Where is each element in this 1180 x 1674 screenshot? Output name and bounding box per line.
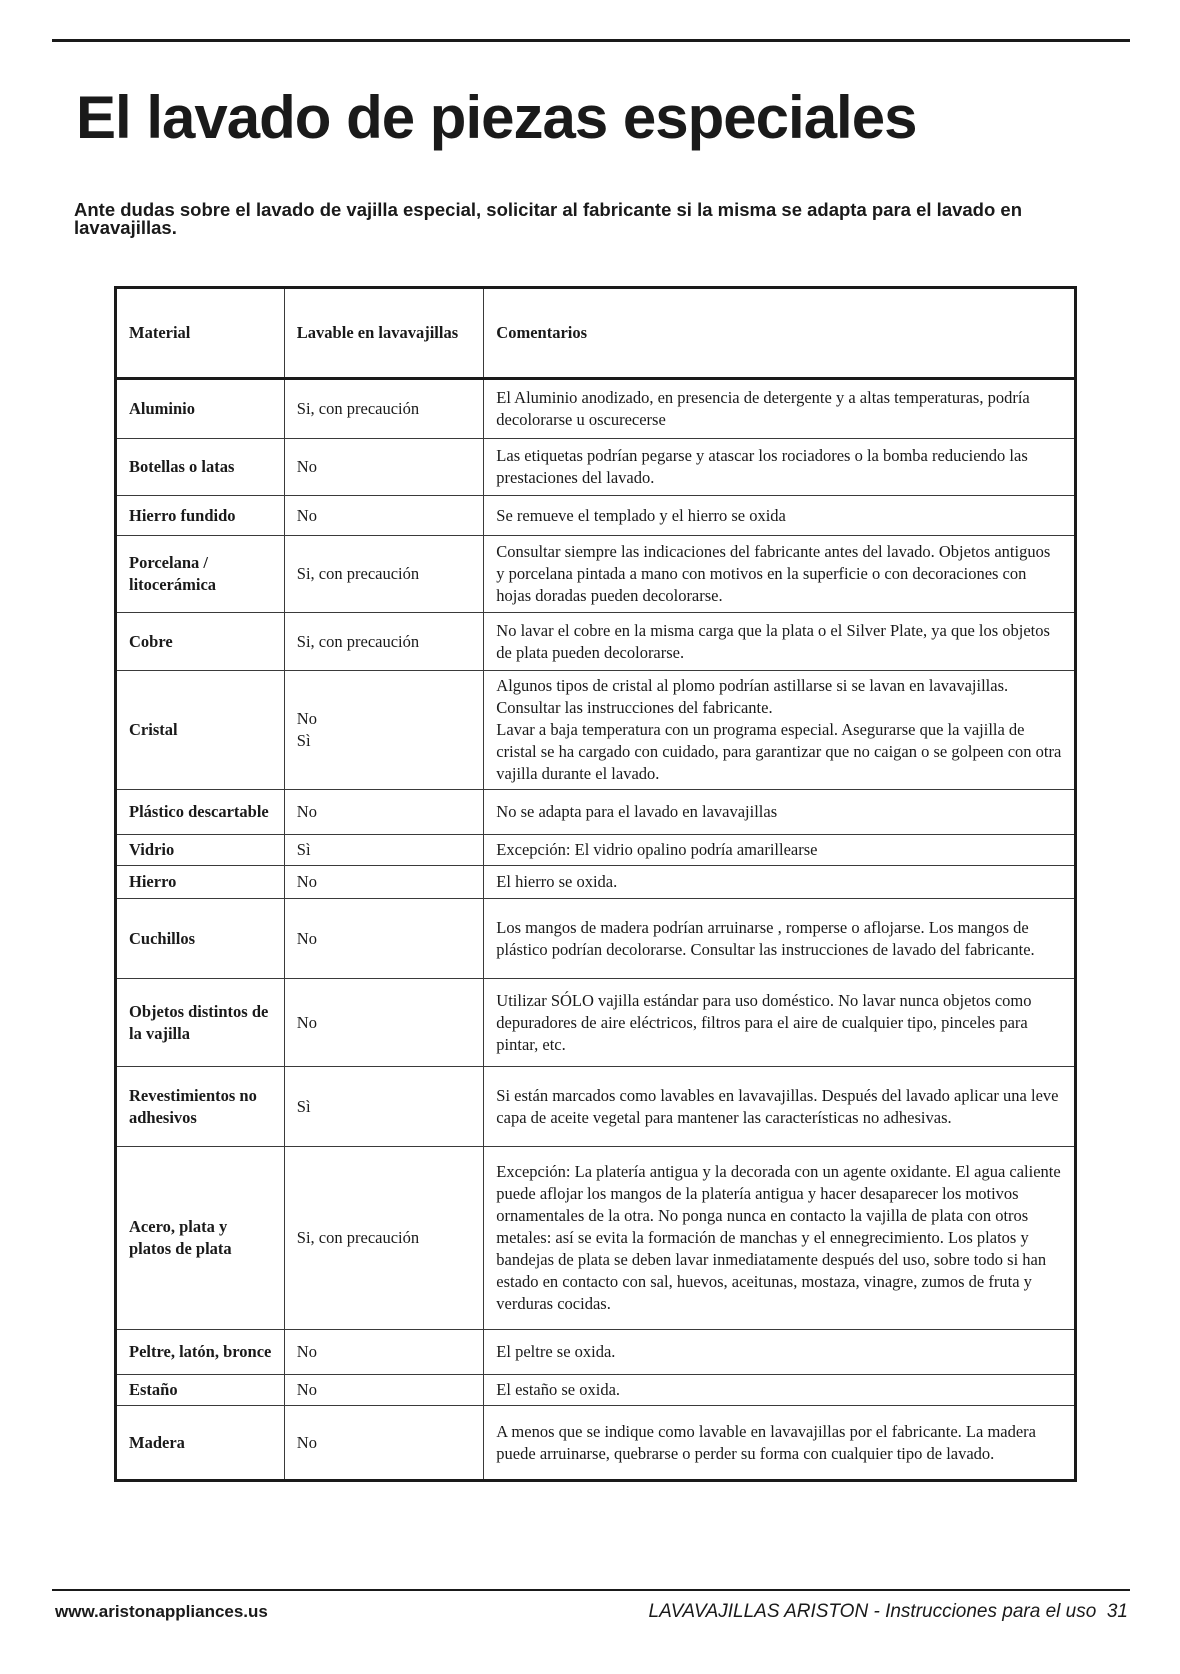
material-cell: Botellas o latas [116,439,285,496]
material-cell: Peltre, latón, bronce [116,1330,285,1375]
comment-cell: El estaño se oxida. [484,1375,1076,1406]
material-cell: Hierro fundido [116,496,285,536]
comment-cell: Los mangos de madera podrían arruinarse , romperse o aflojarse. Los mangos de plástico podrían decolorarse. Consultar las instrucciones de lavado del fabricante. [484,899,1076,979]
comment-cell: Excepción: El vidrio opalino podría amarillearse [484,835,1076,866]
material-cell: Porcelana / litocerámica [116,536,285,613]
table-row [116,1330,1076,1375]
lavable-cell: No [284,899,484,979]
lavable-cell: No [284,866,484,899]
material-cell: Acero, plata y platos de plata [116,1147,285,1330]
lavable-cell: No [284,1375,484,1406]
lavable-cell: Si, con precaución [284,613,484,671]
material-cell: Hierro [116,866,285,899]
material-cell: Plástico descartable [116,790,285,835]
lavable-cell: No [284,496,484,536]
bottom-rule [52,1589,1130,1591]
lavable-cell: No [284,1406,484,1481]
header-comentarios: Comentarios [484,288,1076,379]
special-items-table [114,286,1077,1482]
page-title: El lavado de piezas especiales [76,84,917,151]
footer-website: www.aristonappliances.us [55,1602,268,1621]
comment-cell: El Aluminio anodizado, en presencia de detergente y a altas temperaturas, podría decolorarse u oscurecerse [484,379,1076,439]
table-row [116,536,1076,613]
intro-paragraph: Ante dudas sobre el lavado de vajilla especial, solicitar al fabricante si la misma se adapta para el lavado en lavavajillas. [74,199,1023,238]
table-row [116,1067,1076,1147]
table-row [116,866,1076,899]
comment-cell: Si están marcados como lavables en lavavajillas. Después del lavado aplicar una leve capa de aceite vegetal para mantener las características no adhesivas. [484,1067,1076,1147]
table-row [116,1406,1076,1481]
table-row [116,1147,1076,1330]
comment-cell: Utilizar SÓLO vajilla estándar para uso doméstico. No lavar nunca objetos como depuradores de aire eléctricos, filtros para el aire de cualquier tipo, pinceles para pintar, etc. [484,979,1076,1067]
page-number: 31 [1106,1601,1128,1622]
material-cell: Revestimientos no adhesivos [116,1067,285,1147]
table-row [116,496,1076,536]
lavable-cell: No Sì [284,671,484,790]
header-material: Material [116,288,285,379]
footer-manual-name: LAVAVAJILLAS ARISTON - Instrucciones para el uso [648,1601,1097,1622]
lavable-cell: Si, con precaución [284,1147,484,1330]
table-body [116,379,1076,1481]
header-lavable: Lavable en lavavajillas [284,288,484,379]
material-cell: Estaño [116,1375,285,1406]
comment-cell: El peltre se oxida. [484,1330,1076,1375]
comment-cell: No se adapta para el lavado en lavavajillas [484,790,1076,835]
material-cell: Cristal [116,671,285,790]
material-cell: Vidrio [116,835,285,866]
table-row [116,439,1076,496]
table-row [116,899,1076,979]
comment-cell: Se remueve el templado y el hierro se oxida [484,496,1076,536]
table-row [116,379,1076,439]
table-row [116,671,1076,790]
material-cell: Cobre [116,613,285,671]
lavable-cell: No [284,1330,484,1375]
lavable-cell: Si, con precaución [284,379,484,439]
table-row [116,613,1076,671]
lavable-cell: No [284,790,484,835]
footer-manual-title [649,1601,1129,1623]
lavable-cell: Sì [284,1067,484,1147]
comment-cell: Algunos tipos de cristal al plomo podrían astillarse si se lavan en lavavajillas. Consultar las instrucciones del fabricante. Lavar a baja temperatura con un programa especial. Asegurarse que la vajilla de cristal se ha cargado con cuidado, para garantizar que no caigan o se golpeen con otra vajilla durante el lavado. [484,671,1076,790]
lavable-cell: Sì [284,835,484,866]
comment-cell: Excepción: La platería antigua y la decorada con un agente oxidante. El agua caliente puede aflojar los mangos de la platería antigua y hacer desaparecer los motivos ornamentales de la otra. No ponga nunca en contacto la vajilla de plata con otros metales: así se evita la formación de manchas y el ennegrecimiento. Los platos y bandejas de plata se deben lavar inmediatamente después del uso, sobre todo si han estado en contacto con sal, huevos, aceitunas, mostaza, vinagre, zumos de fruta y verduras cocidas. [484,1147,1076,1330]
table-row [116,835,1076,866]
comment-cell: Las etiquetas podrían pegarse y atascar los rociadores o la bomba reduciendo las prestaciones del lavado. [484,439,1076,496]
comment-cell: No lavar el cobre en la misma carga que la plata o el Silver Plate, ya que los objetos de plata pueden decolorarse. [484,613,1076,671]
table-header-row [116,288,1076,379]
comment-cell: Consultar siempre las indicaciones del fabricante antes del lavado. Objetos antiguos y porcelana pintada a mano con motivos en la superficie o con decoraciones con hojas doradas pueden decolorarse. [484,536,1076,613]
comment-cell: El hierro se oxida. [484,866,1076,899]
table-row [116,979,1076,1067]
top-rule [52,39,1130,42]
table-row [116,790,1076,835]
material-cell: Objetos distintos de la vajilla [116,979,285,1067]
table-row [116,1375,1076,1406]
lavable-cell: No [284,439,484,496]
lavable-cell: Si, con precaución [284,536,484,613]
material-cell: Aluminio [116,379,285,439]
material-cell: Madera [116,1406,285,1481]
comment-cell: A menos que se indique como lavable en lavavajillas por el fabricante. La madera puede arruinarse, quebrarse o perder su forma con cualquier tipo de lavado. [484,1406,1076,1481]
material-cell: Cuchillos [116,899,285,979]
lavable-cell: No [284,979,484,1067]
